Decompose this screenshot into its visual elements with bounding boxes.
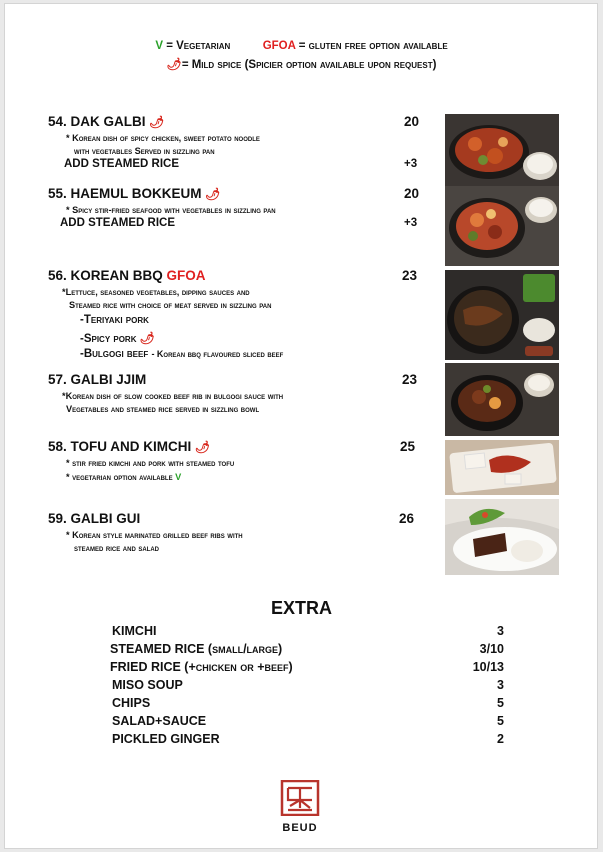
- dish-photo: [445, 186, 559, 266]
- extra-item-name: STEAMED RICE (small/large): [110, 642, 283, 656]
- extra-item: [112, 714, 504, 732]
- dish-desc: steamed rice and salad: [74, 543, 159, 553]
- veg-symbol: V: [175, 472, 182, 482]
- dish-title: 55. HAEMUL BOKKEUM 🌶: [48, 186, 221, 201]
- extra-item: [112, 732, 504, 750]
- add-rice: ADD STEAMED RICE: [64, 158, 180, 170]
- extra-item-price: 10/13: [472, 660, 504, 674]
- dish-desc: * Korean style marinated grilled beef ribs with: [66, 530, 243, 540]
- extra-item-price: 3: [497, 678, 504, 692]
- extra-item-name: CHIPS: [112, 696, 151, 710]
- dish-photo: [445, 114, 559, 186]
- dish-photo: [445, 270, 559, 360]
- dish-title: 59. GALBI GUI: [48, 511, 141, 526]
- chili-icon: 🌶: [139, 331, 155, 345]
- dish-title: 54. DAK GALBI 🌶: [48, 114, 165, 129]
- extra-item-name: SALAD+SAUCE: [112, 714, 207, 728]
- dish-photo: [445, 440, 559, 495]
- extra-item: [110, 660, 504, 678]
- dish-price: 20: [404, 114, 420, 129]
- veg-symbol: V: [155, 40, 163, 52]
- extra-item-price: 2: [497, 732, 504, 746]
- gfoa-symbol: GFOA: [262, 40, 296, 52]
- brand-name: BEUD: [282, 822, 318, 834]
- dish-desc: * Korean dish of spicy chicken, sweet potato noodle: [66, 133, 260, 143]
- dish-desc: * stir fried kimchi and pork with steamed tofu: [66, 458, 235, 468]
- dish-photo: [445, 499, 559, 575]
- dish-desc: Vegetables and steamed rice served in sizzling bowl: [66, 404, 260, 414]
- dish-price: 23: [402, 372, 418, 387]
- dish-desc: *Lettuce, seasoned vegetables, dipping sauces and: [62, 287, 250, 297]
- chili-icon: 🌶: [195, 440, 211, 454]
- dish-title: 58. TOFU AND KIMCHI 🌶: [48, 439, 211, 454]
- dish-desc: * vegetarian option available V: [66, 472, 182, 482]
- chili-icon: 🌶: [205, 187, 221, 201]
- extra-item-price: 5: [497, 714, 504, 728]
- gfoa-text: = gluten free option available: [298, 40, 448, 52]
- dish-title: 56. KOREAN BBQ GFOA: [48, 268, 206, 283]
- dish-photo: [445, 363, 559, 436]
- extra-item-name: MISO SOUP: [112, 678, 183, 692]
- legend-line-1: [0, 40, 603, 52]
- extra-item: [112, 696, 504, 714]
- extra-item: [112, 678, 504, 696]
- legend-line-2: [0, 57, 603, 71]
- add-rice: ADD STEAMED RICE: [60, 217, 176, 229]
- dish-desc: * Spicy stir-fried seafood with vegetables in sizzling pan: [66, 205, 276, 215]
- dish-desc: *Korean dish of slow cooked beef rib in bulgogi sauce with: [62, 391, 284, 401]
- extra-item-price: 3/10: [479, 642, 504, 656]
- extra-title: EXTRA: [270, 598, 332, 618]
- add-price: +3: [404, 158, 418, 170]
- dish-price: 26: [399, 511, 415, 526]
- extra-item: [110, 642, 504, 660]
- gfoa-tag: GFOA: [166, 268, 206, 283]
- dish-title: 57. GALBI JJIM: [48, 372, 147, 387]
- dish-price: 20: [404, 186, 420, 201]
- dish-desc: with vegetables Served in sizzling pan: [74, 146, 215, 156]
- option-bulgogi: -Bulgogi beef - Korean bbq flavoured sliced beef: [80, 348, 284, 360]
- dish-price: 25: [400, 439, 416, 454]
- spice-text: = Mild spice (Spicier option available upon request): [181, 59, 437, 71]
- dish-price: 23: [402, 268, 418, 283]
- option-teriyaki: -Teriyaki pork: [80, 314, 149, 326]
- chili-icon: 🌶: [149, 115, 165, 129]
- dish-desc: Steamed rice with choice of meat served in sizzling pan: [69, 300, 272, 310]
- add-price: +3: [404, 217, 418, 229]
- option-spicy-pork: -Spicy pork 🌶: [80, 331, 155, 345]
- extra-item-price: 3: [497, 624, 504, 638]
- extra-item-name: FRIED RICE (+chicken or +beef): [110, 660, 293, 674]
- extra-item: [112, 624, 504, 642]
- beud-logo: [276, 780, 324, 834]
- veg-text: = Vegetarian: [166, 40, 231, 52]
- chili-icon: 🌶: [166, 57, 182, 71]
- extra-item-name: PICKLED GINGER: [112, 732, 220, 746]
- extra-item-price: 5: [497, 696, 504, 710]
- extra-item-name: KIMCHI: [112, 624, 157, 638]
